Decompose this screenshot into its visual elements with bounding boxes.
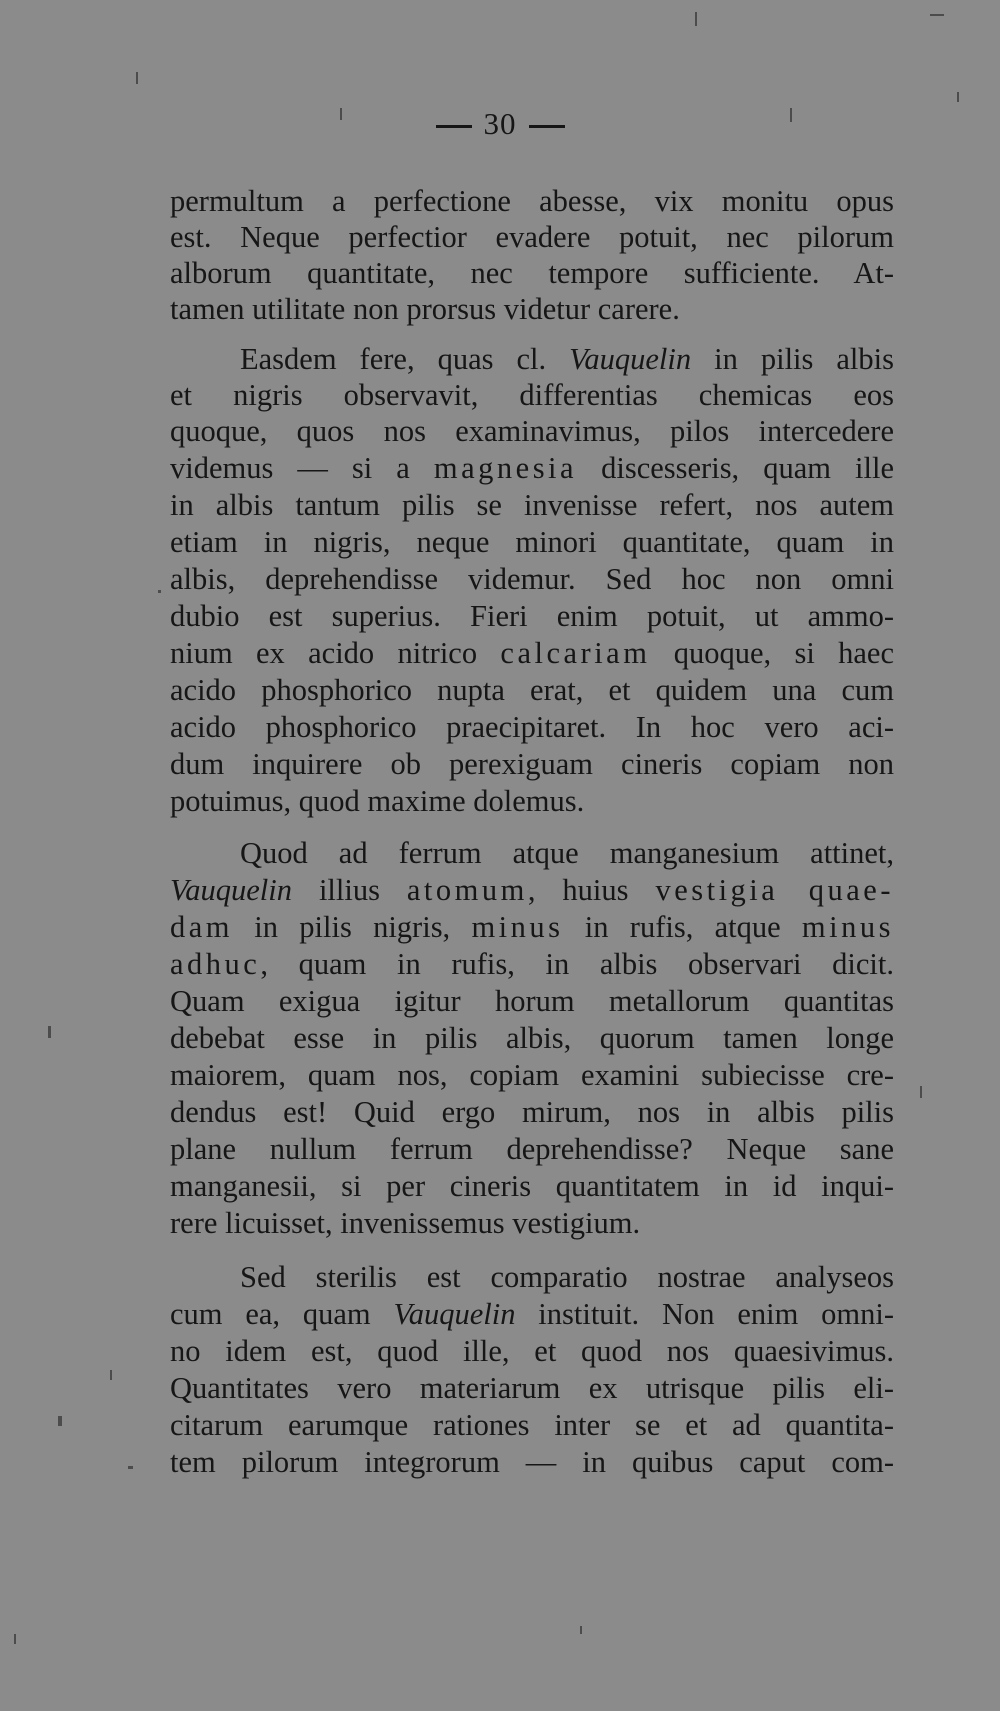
text-line: maiorem, quam nos, copiam examini subiecisse cre- [170, 1058, 894, 1092]
text-line: etiam in nigris, neque minori quantitate, quam in [170, 525, 894, 559]
text-line: acido phosphorico nupta erat, et quidem una cum [170, 673, 894, 707]
text-line: manganesii, si per cineris quantitatem in id inqui- [170, 1169, 894, 1203]
text-line: Vauquelin illius atomum, huius vestigia quae- [170, 873, 894, 907]
scan-speck [158, 590, 161, 593]
scan-speck [136, 72, 138, 84]
text-line: citarum earumque rationes inter se et ad quantita- [170, 1408, 894, 1442]
text-line: debebat esse in pilis albis, quorum tamen longe [170, 1021, 894, 1055]
text-line: est. Neque perfectior evadere potuit, nec pilorum [170, 220, 894, 254]
text-line: videmus — si a magnesia discesseris, quam ille [170, 451, 894, 485]
text-line: cum ea, quam Vauquelin instituit. Non enim omni- [170, 1297, 894, 1331]
text-line: acido phosphorico praecipitaret. In hoc vero aci- [170, 710, 894, 744]
text-line: rere licuisset, invenissemus vestigium. [170, 1206, 641, 1240]
text-line: permultum a perfectione abesse, vix monitu opus [170, 184, 894, 218]
text-line: alborum quantitate, nec tempore sufficiente. At- [170, 256, 894, 290]
scan-speck [580, 1626, 582, 1634]
scan-speck [695, 12, 697, 26]
page-number: 30 [483, 106, 517, 141]
text-line: et nigris observavit, differentias chemicas eos [170, 378, 894, 412]
scan-speck [14, 1634, 16, 1644]
scan-speck [930, 14, 944, 16]
scan-speck [48, 1026, 51, 1038]
header-dash-right [529, 125, 565, 128]
text-line: albis, deprehendisse videmur. Sed hoc non omni [170, 562, 894, 596]
text-line: quoque, quos nos examinavimus, pilos intercedere [170, 414, 894, 448]
text-line: dubio est superius. Fieri enim potuit, ut ammo- [170, 599, 894, 633]
text-line: plane nullum ferrum deprehendisse? Neque sane [170, 1132, 894, 1166]
scan-speck [920, 1086, 922, 1098]
text-line: Quod ad ferrum atque manganesium attinet, [240, 836, 894, 870]
scan-speck [58, 1416, 62, 1426]
text-line: dum inquirere ob perexiguam cineris copiam non [170, 747, 894, 781]
text-line: tamen utilitate non prorsus videtur carere. [170, 292, 680, 326]
scan-speck [128, 1466, 133, 1469]
text-line: Sed sterilis est comparatio nostrae analyseos [240, 1260, 894, 1294]
header-dash-left [436, 125, 472, 128]
scan-speck [110, 1370, 112, 1380]
text-line: dam in pilis nigris, minus in rufis, atque minus [170, 910, 894, 944]
text-line: in albis tantum pilis se invenisse refert, nos autem [170, 488, 894, 522]
page-header [0, 108, 1000, 139]
text-line: no idem est, quod ille, et quod nos quaesivimus. [170, 1334, 894, 1368]
text-line: Quantitates vero materiarum ex utrisque pilis eli- [170, 1371, 894, 1405]
text-line: dendus est! Quid ergo mirum, nos in albis pilis [170, 1095, 894, 1129]
text-line: Easdem fere, quas cl. Vauquelin in pilis albis [240, 342, 895, 376]
text-line: tem pilorum integrorum — in quibus caput com- [170, 1445, 894, 1479]
text-line: nium ex acido nitrico calcariam quoque, si haec [170, 636, 894, 670]
text-line: Quam exigua igitur horum metallorum quantitas [170, 984, 894, 1018]
text-line: adhuc, quam in rufis, in albis observari dicit. [170, 947, 894, 981]
text-line: potuimus, quod maxime dolemus. [170, 784, 585, 818]
scan-speck [957, 92, 959, 102]
